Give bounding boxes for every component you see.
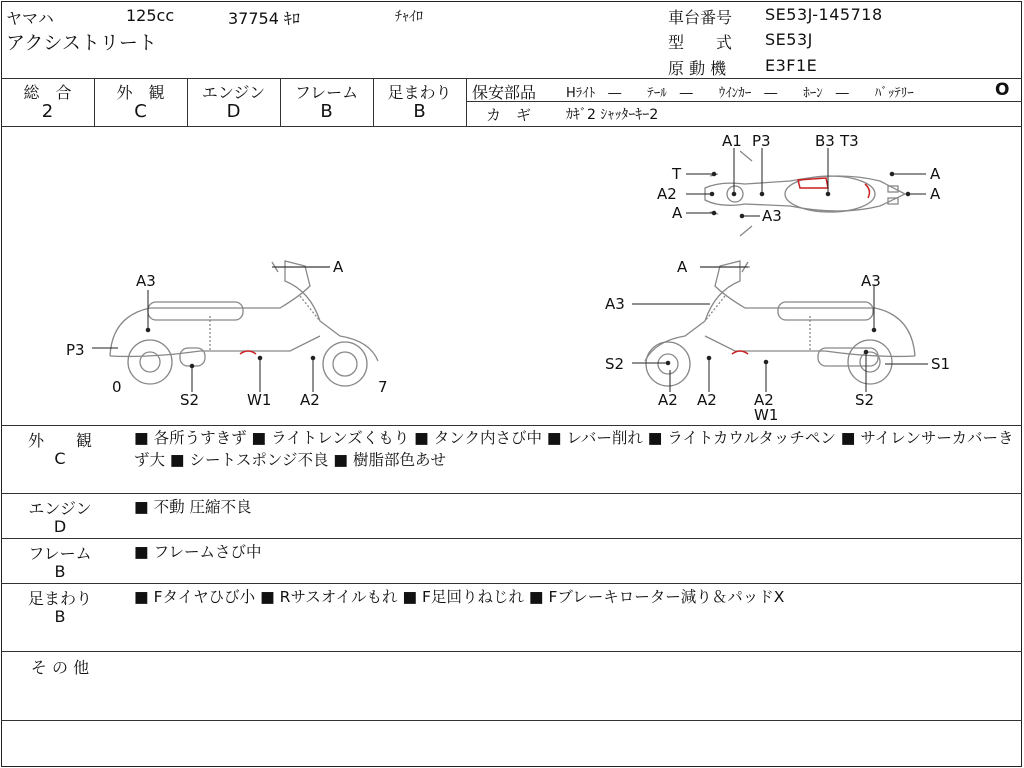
label-a2-right-1: A2 xyxy=(658,391,678,409)
label-a3-right-2: A3 xyxy=(861,272,881,290)
engine-value: E3F1E xyxy=(765,56,818,75)
displacement: 125cc xyxy=(126,6,175,25)
type-label: 型 式 xyxy=(668,33,733,52)
label-w1-left: W1 xyxy=(247,391,272,409)
grid-line xyxy=(1,720,1022,721)
label-p3-top: P3 xyxy=(752,132,771,150)
label-a1-top: A1 xyxy=(722,132,742,150)
label-a2-left: A2 xyxy=(300,391,320,409)
model-name: アクシストリート xyxy=(6,32,157,54)
section-other-label: そ の 他 xyxy=(30,658,90,677)
frame-no: SE53J-145718 xyxy=(765,5,883,24)
key-value: ｶｷﾞ2 ｼｬｯﾀｰｷｰ2 xyxy=(566,107,659,123)
grid-line xyxy=(1,493,1022,494)
label-a-right: A xyxy=(677,258,688,276)
label-a2-right-2: A2 xyxy=(697,391,717,409)
section-suspension-notes: ■ Fタイヤひび小 ■ Rサスオイルもれ ■ F足回りねじれ ■ Fブレーキローター減り＆パッドX xyxy=(134,588,785,606)
label-a2-top: A2 xyxy=(657,185,677,203)
section-exterior-grade: C xyxy=(54,449,66,468)
label-b3-top: B3 xyxy=(815,132,835,150)
label-a-top-right-1: A xyxy=(930,165,941,183)
section-frame-notes: ■ フレームさび中 xyxy=(134,543,262,561)
label-a-top-right-2: A xyxy=(930,185,941,203)
key-label: カ ギ xyxy=(486,106,532,124)
section-frame-grade: B xyxy=(54,562,66,581)
label-0-left: 0 xyxy=(112,378,122,396)
label-a3-top: A3 xyxy=(762,207,782,225)
label-s2-left: S2 xyxy=(180,391,200,409)
label-s1-right: S1 xyxy=(931,355,951,373)
label-a-left: A xyxy=(333,258,344,276)
label-p3-left: P3 xyxy=(66,341,85,359)
grade-exterior-label: 外 観 xyxy=(116,83,165,102)
grade-engine-label: エンジン xyxy=(201,83,266,102)
safety-parts-label: 保安部品 xyxy=(472,83,537,102)
engine-label: 原 動 機 xyxy=(668,59,727,78)
grade-overall-label: 総 合 xyxy=(23,83,72,102)
label-t-top: T xyxy=(672,165,682,183)
grid-line xyxy=(466,78,467,126)
grade-suspension-label: 足まわり xyxy=(387,83,452,102)
grid-line xyxy=(1,78,1022,79)
section-suspension-label: 足まわり xyxy=(27,589,92,608)
safety-parts-items: Hﾗｲﾄ ― ﾃｰﾙ ― ｳｲﾝｶｰ ― ﾎｰﾝ ― ﾊﾞｯﾃﾘｰ xyxy=(566,86,914,101)
mileage: 37754 ｷﾛ xyxy=(228,9,300,28)
grid-line xyxy=(1,651,1022,652)
type-value: SE53J xyxy=(765,30,813,49)
label-a3-left: A3 xyxy=(136,272,156,290)
grade-suspension-value: B xyxy=(413,101,426,122)
damage-mark-seat xyxy=(798,178,828,188)
section-engine-label: エンジン xyxy=(28,499,92,518)
section-engine-notes: ■ 不動 圧縮不良 xyxy=(134,498,252,516)
battery-status: O xyxy=(995,80,1010,100)
grid-line xyxy=(1,583,1022,584)
label-a-top: A xyxy=(672,204,683,222)
label-w1-right: W1 xyxy=(754,406,779,424)
section-frame-label: フレーム xyxy=(28,544,92,563)
grade-frame-value: B xyxy=(320,101,333,122)
label-a3-right: A3 xyxy=(605,295,625,313)
grade-overall-value: 2 xyxy=(41,101,54,122)
grid-line xyxy=(1,425,1022,426)
label-a2-right-3: A2 xyxy=(754,391,774,409)
label-t3-top: T3 xyxy=(840,132,859,150)
grade-frame-label: フレーム xyxy=(294,83,359,102)
label-s2-right: S2 xyxy=(605,355,625,373)
maker: ヤマハ xyxy=(6,9,54,28)
label-s2-right-2: S2 xyxy=(855,391,875,409)
section-exterior-label: 外 観 xyxy=(27,431,92,450)
grid-line xyxy=(466,101,1022,102)
section-suspension-grade: B xyxy=(54,607,66,626)
grade-engine-value: D xyxy=(226,101,241,122)
grade-exterior-value: C xyxy=(134,101,147,122)
scooter-diagram xyxy=(0,126,1022,425)
section-exterior-notes: ■ 各所うすきず ■ ライトレンズくもり ■ タンク内さび中 ■ レバー削れ ■ ライトカウルタッチペン ■ サイレンサーカバーきず大 ■ シートスポンジ不良 ■ 樹脂部色あせ xyxy=(134,429,1014,469)
label-7-left: 7 xyxy=(378,378,388,396)
grid-line xyxy=(1,538,1022,539)
section-engine-grade: D xyxy=(53,517,67,536)
damage-mark-tail xyxy=(865,184,869,198)
color: ﾁｬｲﾛ xyxy=(395,9,423,25)
frame-no-label: 車台番号 xyxy=(668,8,733,27)
